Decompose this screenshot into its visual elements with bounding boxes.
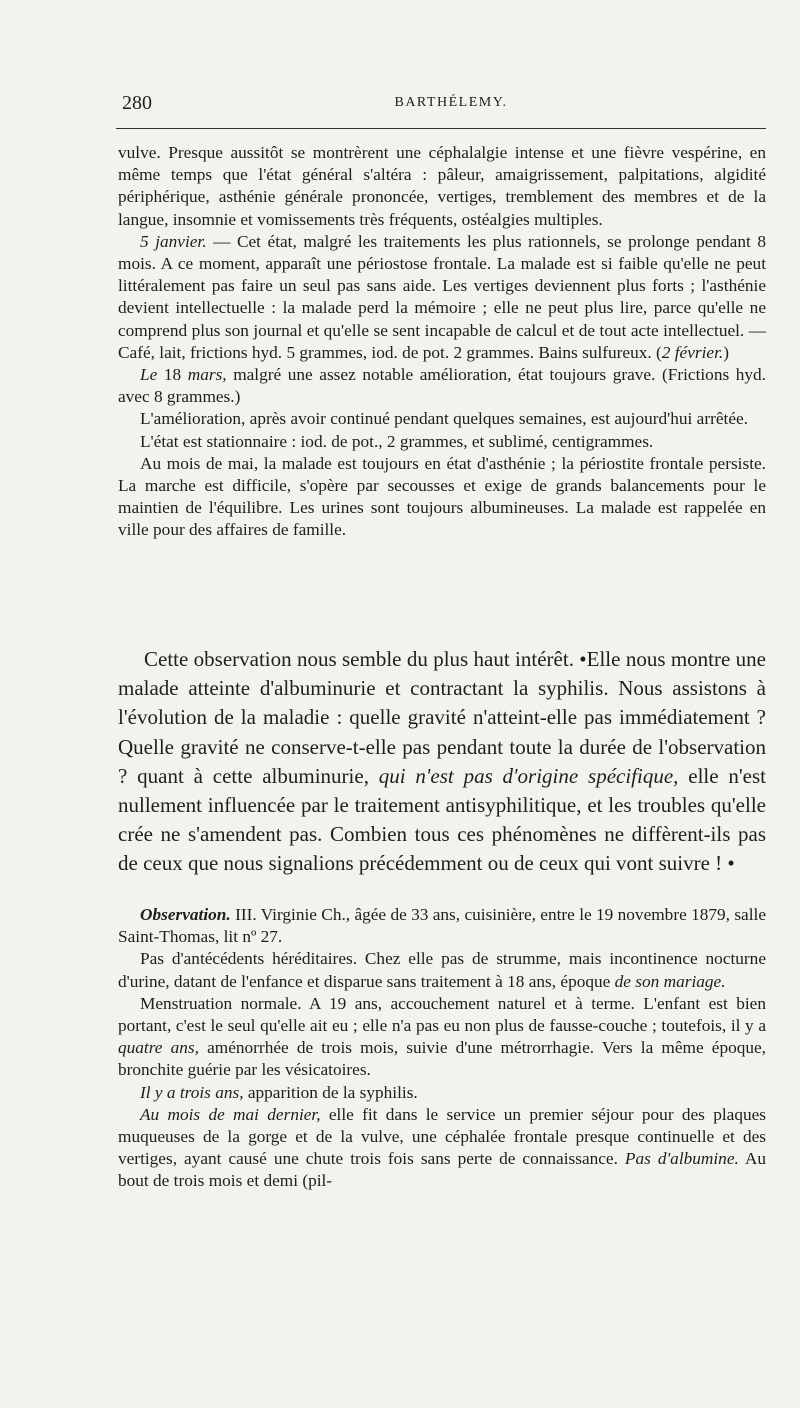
case-continuation-block [118, 142, 766, 542]
header-rule [116, 128, 766, 129]
paragraph: Il y a trois ans, apparition de la syphilis. [140, 1082, 418, 1102]
paragraph: Observation. III. Virginie Ch., âgée de 33 ans, cuisinière, entre le 19 novembre 1879, salle Saint-Thomas, lit nº 27. [118, 905, 766, 947]
running-head: BARTHÉLEMY. [394, 95, 508, 110]
observation-block [118, 904, 766, 1193]
paragraph: Cette observation nous semble du plus haut intérêt. •Elle nous montre une malade atteinte d'albuminurie et contractant la syphilis. Nous assistons à l'évolution de la maladie : quelle gravité n'atteint-elle pas immédiatement ? Quelle gravité ne conserve-t-elle pas pendant toute la durée de l'observation ? quant à cette albuminurie, qui n'est pas d'origine spécifique, elle n'est nullement influencée par le traitement antisyphilitique, et les troubles qu'elle crée ne s'amendent pas. Combien tous ces phénomènes ne diffèrent-ils pas de ceux que nous signalions précédemment ou de ceux qui vont suivre ! • [118, 647, 767, 876]
date-italic: 5 janvier. [140, 231, 207, 251]
paragraph: L'état est stationnaire : iod. de pot., 2 grammes, et sublimé, centigrammes. [140, 431, 654, 451]
observation-label: Observation. [140, 905, 231, 924]
paragraph: Le 18 mars, malgré une assez notable amélioration, état toujours grave. (Frictions hyd. avec 8 grammes.) [118, 365, 767, 407]
paragraph: vulve. Presque aussitôt se montrèrent une céphalalgie intense et une fièvre vespérine, en même temps que l'état général s'altéra : pâleur, amaigrissement, palpitations, algidité périphérique, asthénie générale prononcée, vertiges, tremblement des membres et de la langue, insomnie et vomissements très fréquents, ostéalgies multiples. [118, 143, 766, 229]
paragraph: 5 janvier. — Cet état, malgré les traitements les plus rationnels, se prolonge pendant 8 mois. A ce moment, apparaît une périostose frontale. La malade est si faible qu'elle ne peut littéralement pas faire un seul pas sans aide. Les vertiges deviennent plus forts ; l'asthénie devient intellectuelle : la malade perd la mémoire ; elle ne peut plus lire, parce qu'elle ne comprend plus son journal et qu'elle se sent incapable de calcul et de tout acte intellectuel. — Café, lait, frictions hyd. 5 grammes, iod. de pot. 2 grammes. Bains sulfureux. (2 février.) [118, 231, 766, 362]
paragraph: Menstruation normale. A 19 ans, accouchement naturel et à terme. L'enfant est bien portant, c'est le seul qu'elle ait eu ; elle n'a pas eu non plus de fausse-couche ; toutefois, il y a quatre ans, aménorrhée de trois mois, suivie d'une métrorrhagie. Vers la même époque, bronchite guérie par les vésicatoires. [118, 993, 767, 1080]
paragraph: L'amélioration, après avoir continué pendant quelques semaines, est aujourd'hui arrêtée. [140, 409, 748, 429]
emphasis-italic: qui n'est pas d'origine spécifique, [378, 763, 679, 788]
commentary-block [118, 645, 766, 879]
date-italic: mars, [187, 365, 227, 385]
paragraph: Pas d'antécédents héréditaires. Chez elle pas de strumme, mais incontinence nocturne d'urine, datant de l'enfance et disparue sans traitement à 18 ans, époque de son mariage. [118, 949, 766, 991]
paragraph: Au mois de mai dernier, elle fit dans le service un premier séjour pour des plaques muqueuses de la gorge et de la vulve, une céphalée frontale presque continuelle et des vertiges, ayant causé une chute trois fois sans perte de connaissance. Pas d'albumine. Au bout de trois mois et demi (pil- [118, 1104, 766, 1191]
date-italic: 2 février. [661, 342, 724, 362]
paragraph: Au mois de mai, la malade est toujours en état d'asthénie ; la périostite frontale persiste. La marche est difficile, s'opère par secousses et exige de grands balancements pour le maintien de l'équilibre. Les urines sont toujours albumineuses. La malade est rappelée en ville pour des affaires de famille. [118, 453, 766, 540]
page-number: 280 [122, 92, 152, 114]
page-header [116, 92, 766, 122]
